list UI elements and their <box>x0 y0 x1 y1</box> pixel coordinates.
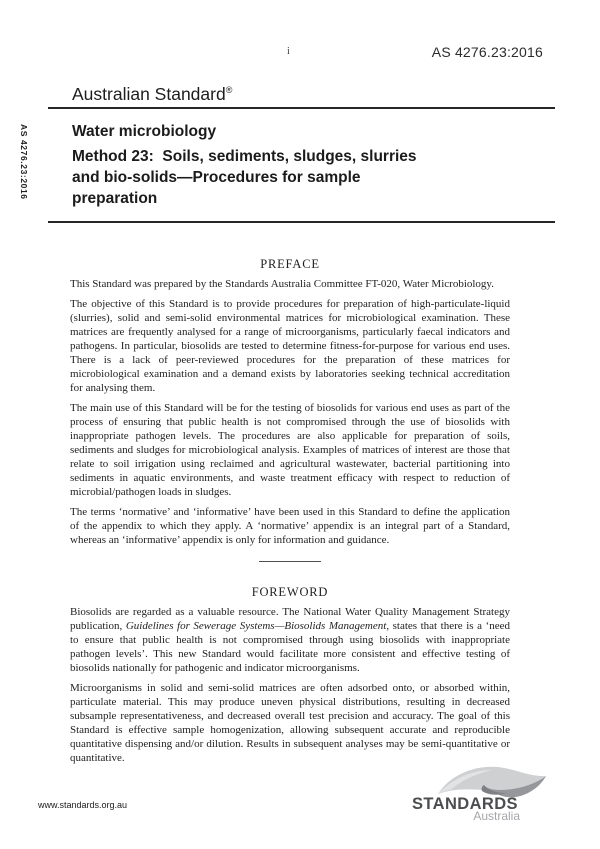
standards-australia-logo <box>412 763 548 821</box>
registered-trademark-symbol: ® <box>225 85 233 96</box>
page-number: i <box>287 46 290 57</box>
title-rule <box>48 221 555 223</box>
spine-doc-number: AS 4276.23:2016 <box>19 124 29 200</box>
foreword-paragraph: Microorganisms in solid and semi-solid matrices are often adsorbed onto, or absorbed within, particulate material. This may produce uneven physical distributions, resulting in decreased subsample representativeness, and decreased overall test precision and accuracy. The goal of this Standard is effective sample homogenization, allowing subsequent accurate and reproducible quantitative dispensing and/or dilution. Results in subsequent analyses may be semi-quantitative or quantitative. <box>70 682 510 764</box>
logo-australia-text: Australia <box>473 809 520 821</box>
title-subject: Water microbiology <box>72 123 217 140</box>
preface-paragraph: This Standard was prepared by the Standards Australia Committee FT-020, Water Microbiology. <box>70 278 494 290</box>
standards-australia-swoosh-icon <box>412 763 548 821</box>
logo-standards-text: STANDARDS <box>412 795 518 813</box>
title-block <box>72 121 532 209</box>
preface-paragraph: The main use of this Standard will be for the testing of biosolids for various end uses as part of the process of ensuring that public health is not compromised through the use of biosolids with inappropriate pathogen levels. The procedures are also applicable for preparation of soils, sediments and sludges for microbiological analysis. Examples of matrices of interest are those that relate to soil irrigation using reclaimed and agricultural wastewater, bacterial partitioning into sediments in aquatic environments, and waste treatment efficacy with respect to reduction of microbial/pathogen loads in sludges. <box>70 402 510 498</box>
brand-heading <box>72 84 232 105</box>
preface-paragraph: The terms ‘normative’ and ‘informative’ have been used in this Standard to define the application of the appendix to which they apply. A ‘normative’ appendix is an integral part of a Standard, whereas an ‘informative’ appendix is only for information and guidance. <box>70 506 510 546</box>
footer-website-link[interactable]: www.standards.org.au <box>38 800 128 810</box>
preface-paragraph: The objective of this Standard is to provide procedures for preparation of high-particulate-liquid (slurries), solid and semi-solid environmental matrices for microbiological examination. These matrices are frequently analysed for a range of microorganisms, particularly faecal indicators and pathogens. In particular, biosolids are tested to determine fitness-for-purpose for various end uses. There is a lack of peer-reviewed procedures for the preparation of these matrices for microbiological examination and a demand exists by laboratories seeking technical accreditation for analysing them. <box>70 298 510 394</box>
page-body <box>70 256 510 771</box>
foreword-heading: FOREWORD <box>251 585 329 599</box>
preface-heading: PREFACE <box>260 257 320 271</box>
foreword-text: Biosolids are regarded as a valuable resource. The National Water Quality Management Strategy publication, <box>70 606 510 632</box>
cited-publication-title: Guidelines for Sewerage Systems—Biosolids Management <box>125 620 387 632</box>
brand-heading-text: Australian Standard <box>72 84 226 104</box>
title-method <box>72 146 532 209</box>
doc-number: AS 4276.23:2016 <box>431 44 543 60</box>
title-method-line: preparation <box>72 190 158 207</box>
section-divider <box>259 561 321 562</box>
title-method-line: and bio-solids—Procedures for sample <box>72 169 361 186</box>
foreword-text: , states that there is a ‘need to ensure that public health is not compromised through using biosolids with inappropriate pathogen levels’. This new Standard would facilitate more consistent and effective testing of biosolids nationally for pathogenic and indicator microorganisms. <box>70 620 510 674</box>
foreword-paragraph <box>70 605 510 675</box>
title-method-line: Method 23: Soils, sediments, sludges, slurries <box>72 148 417 165</box>
header-rule <box>48 107 555 109</box>
